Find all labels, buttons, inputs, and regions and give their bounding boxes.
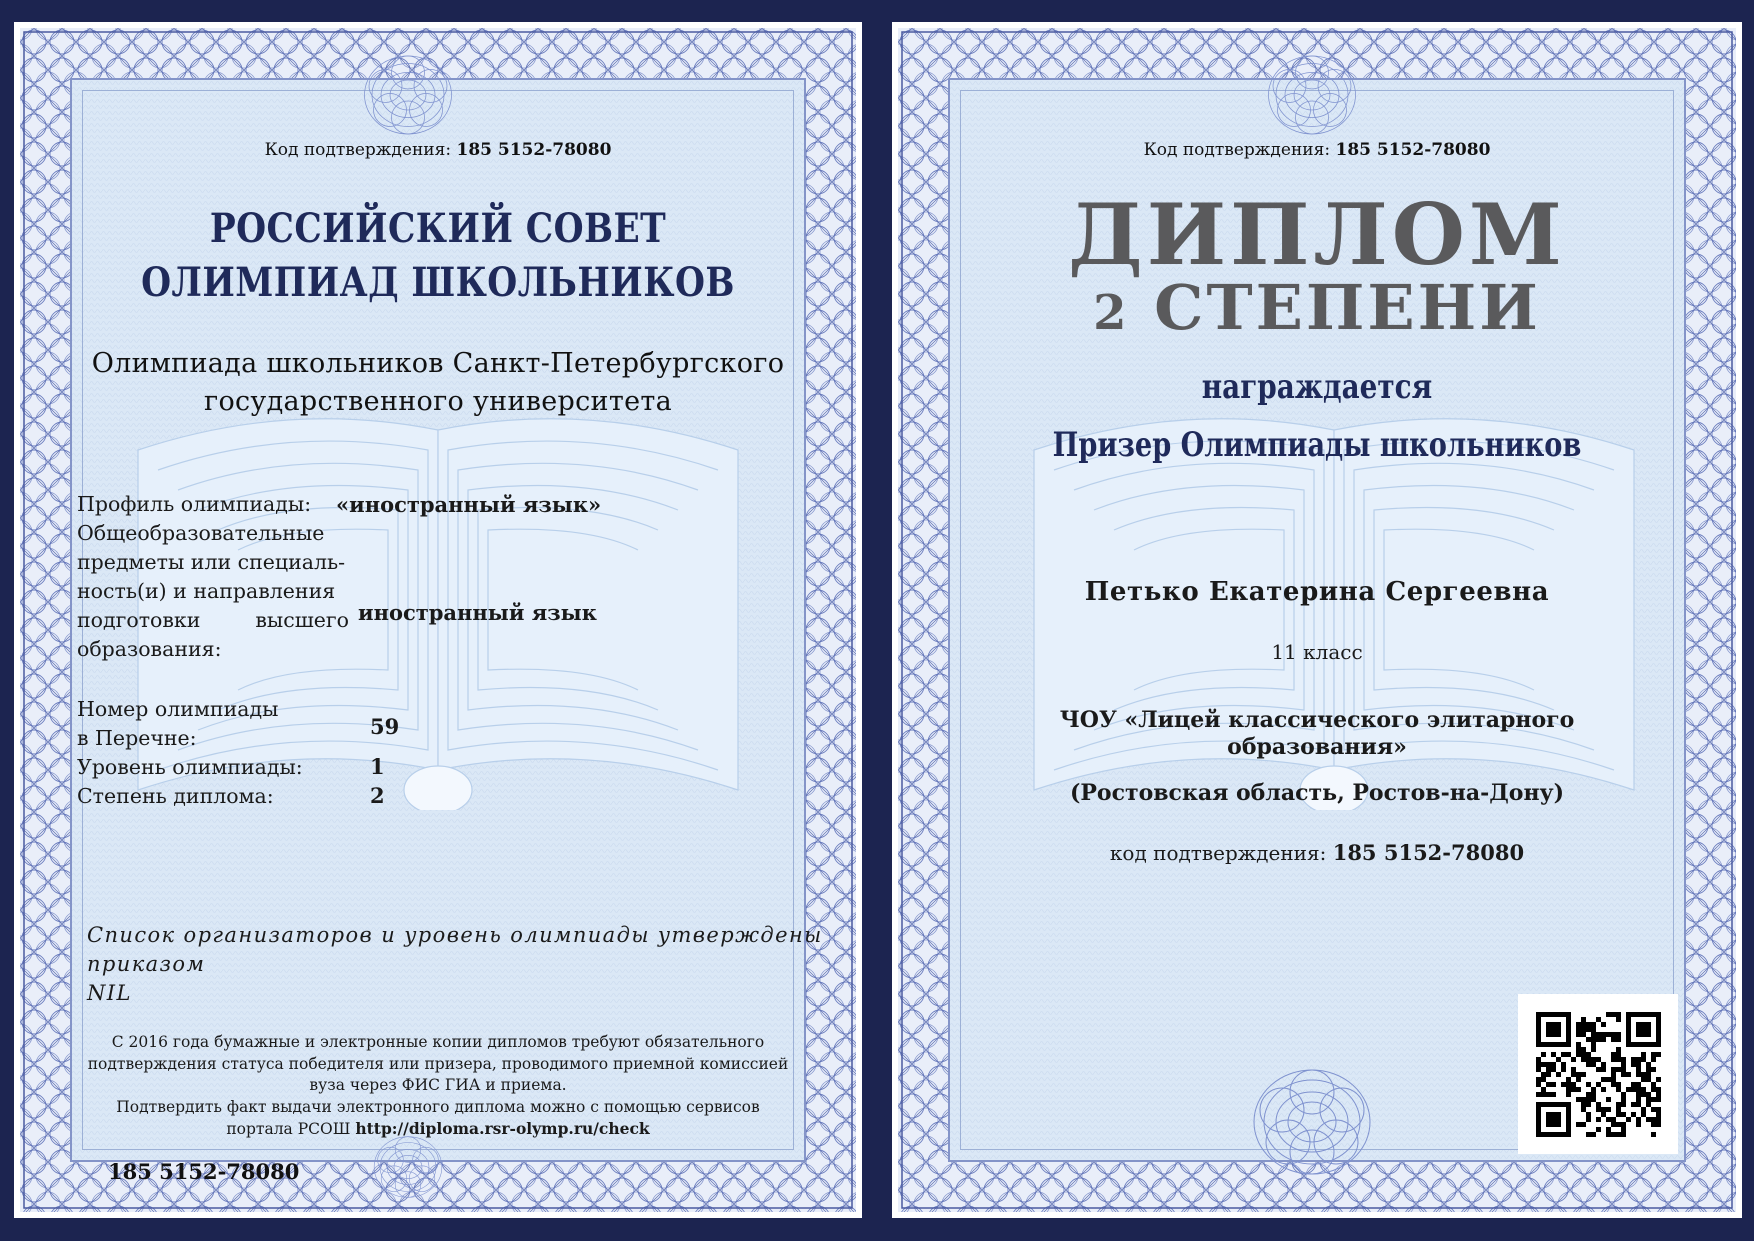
degree-value: 2	[370, 783, 385, 808]
organizers-note: Список организаторов и уровень олимпиады утверждены приказом NIL	[87, 923, 823, 1005]
diploma-front-page	[892, 22, 1742, 1218]
degree-label: Степень диплома:	[77, 784, 274, 808]
verification-url[interactable]: http://diploma.rsr-olymp.ru/check	[355, 1119, 650, 1138]
confirmation-code-line: Код подтверждения: 185 5152-78080	[1143, 140, 1491, 160]
winner-name: Петько Екатерина Сергеевна	[1084, 577, 1550, 607]
school-region: (Ростовская область, Ростов-на-Дону)	[1069, 780, 1565, 806]
bottom-code: 185 5152-78080	[108, 1159, 300, 1184]
council-title: РОССИЙСКИЙ СОВЕТ ОЛИМПИАД ШКОЛЬНИКОВ	[141, 205, 735, 306]
number-value: 59	[370, 714, 400, 739]
awarded-label: награждается	[1201, 367, 1433, 407]
subjects-value: иностранный язык	[358, 600, 597, 625]
confirmation-code-line: Код подтверждения: 185 5152-78080	[264, 140, 612, 160]
level-value: 1	[370, 754, 385, 779]
verification-code-line: код подтверждения: 185 5152-78080	[1109, 840, 1525, 865]
verification-info: С 2016 года бумажные и электронные копии дипломов требуют обязательного подтверждения статуса победителя или призера, проводимого приемной комиссией вуза через ФИС ГИА и приема. Подтвердить факт выдачи электронного диплома можно с помощью сервисов портала РСОШ http://diploma.rsr-olymp.ru/check	[87, 1033, 789, 1138]
subjects-label: Общеобразовательные предметы или специаль- ность(и) и направления подготовки высшего образования:	[77, 521, 349, 661]
diploma-heading: ДИПЛОМ	[1068, 185, 1566, 284]
qr-code[interactable]	[1518, 994, 1678, 1154]
olympiad-name: Олимпиада школьников Санкт-Петербургского государственного университета	[91, 348, 785, 417]
rosette-ornament	[308, 1132, 508, 1202]
profile-label: Профиль олимпиады:	[77, 492, 312, 516]
number-label: Номер олимпиады в Перечне:	[77, 697, 279, 750]
grade: 11 класс	[1271, 640, 1363, 664]
degree-heading: 2 СТЕПЕНИ	[1093, 271, 1541, 344]
winner-status: Призер Олимпиады школьников	[1052, 425, 1582, 465]
profile-value: «иностранный язык»	[336, 492, 602, 517]
school-name: ЧОУ «Лицей классического элитарного образования»	[1059, 707, 1575, 760]
rosette-ornament	[308, 50, 508, 140]
level-label: Уровень олимпиады:	[77, 755, 303, 779]
rosette-ornament	[1212, 50, 1412, 140]
rosette-ornament	[1212, 1062, 1412, 1182]
diploma-back-page	[14, 22, 862, 1218]
